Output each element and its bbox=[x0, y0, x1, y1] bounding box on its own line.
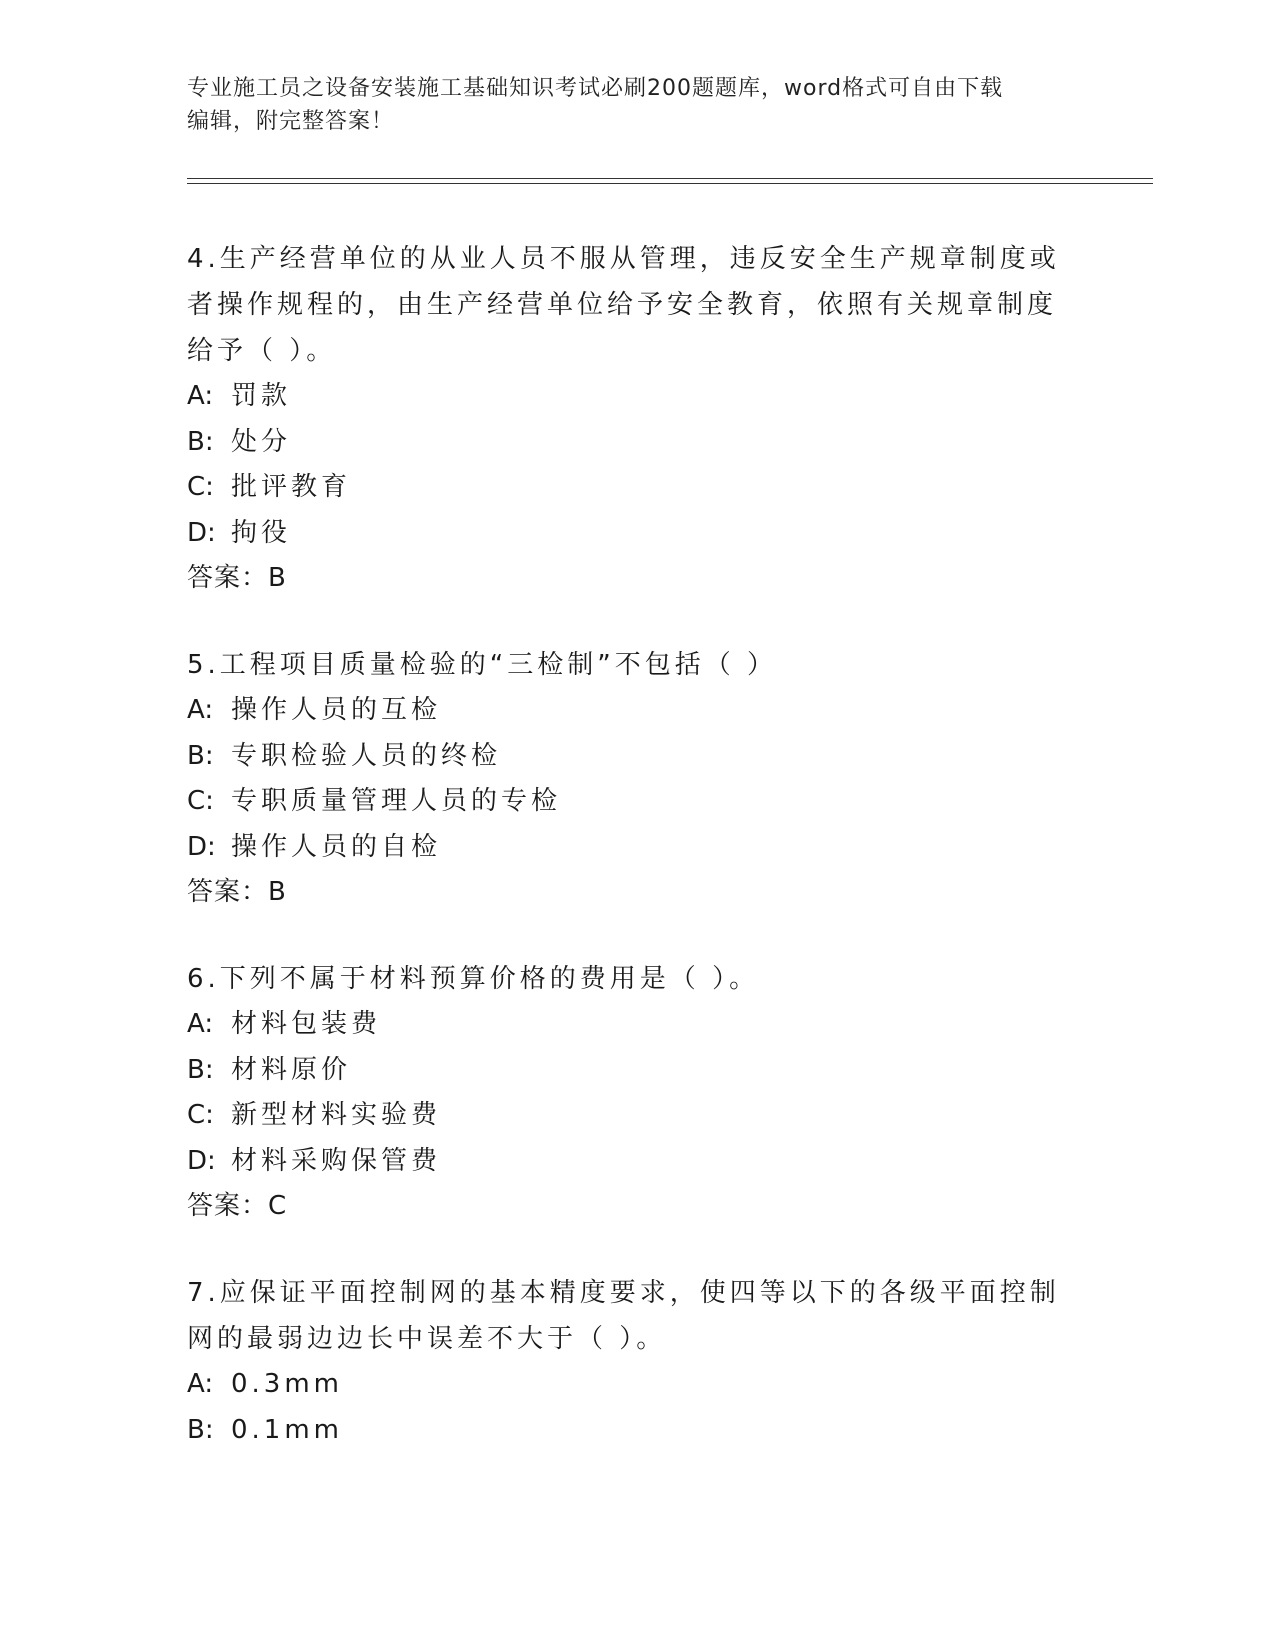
option-label: A: bbox=[187, 695, 214, 725]
option-label: D: bbox=[187, 831, 216, 862]
option-d bbox=[187, 825, 1067, 871]
question-stem: 5.工程项目质量检验的“三检制”不包括（ ） bbox=[187, 650, 778, 680]
option-text: 操作人员的自检 bbox=[231, 831, 442, 862]
option-text: 材料采购保管费 bbox=[231, 1145, 442, 1176]
option-text: 专职质量管理人员的专检 bbox=[231, 786, 562, 816]
option-b bbox=[187, 734, 1067, 780]
header-divider-bottom bbox=[187, 183, 1153, 184]
option-label: A: bbox=[187, 381, 214, 411]
option-text: 操作人员的互检 bbox=[231, 695, 442, 725]
option-a bbox=[187, 374, 1067, 420]
option-text: 专职检验人员的终检 bbox=[231, 740, 502, 771]
option-b bbox=[187, 1048, 1067, 1094]
question-stem: 6.下列不属于材料预算价格的费用是（ ）。 bbox=[187, 964, 760, 994]
option-text: 处分 bbox=[231, 426, 292, 457]
option-label: A: bbox=[187, 1009, 214, 1039]
option-label: D: bbox=[187, 1145, 216, 1176]
question-4 bbox=[187, 236, 1067, 601]
option-text: 0.3mm bbox=[231, 1369, 344, 1399]
question-7 bbox=[187, 1270, 1067, 1453]
option-text: 批评教育 bbox=[231, 472, 352, 502]
option-a bbox=[187, 688, 1067, 734]
header-divider-top bbox=[187, 178, 1153, 179]
option-text: 新型材料实验费 bbox=[231, 1100, 442, 1130]
option-c bbox=[187, 465, 1067, 511]
option-a bbox=[187, 1362, 1067, 1408]
option-text: 0.1mm bbox=[231, 1414, 344, 1445]
option-c bbox=[187, 1093, 1067, 1139]
answer: 答案：B bbox=[187, 563, 287, 593]
option-label: D: bbox=[187, 517, 216, 548]
option-label: B: bbox=[187, 1054, 214, 1085]
option-d bbox=[187, 511, 1067, 557]
option-label: A: bbox=[187, 1369, 214, 1399]
option-b bbox=[187, 1408, 1067, 1454]
option-label: C: bbox=[187, 786, 214, 816]
option-label: B: bbox=[187, 426, 214, 457]
option-label: B: bbox=[187, 1414, 214, 1445]
option-label: C: bbox=[187, 472, 214, 502]
option-d bbox=[187, 1139, 1067, 1185]
option-text: 拘役 bbox=[231, 517, 292, 548]
option-text: 材料原价 bbox=[231, 1054, 352, 1085]
header-line-2: 编辑，附完整答案！ bbox=[187, 109, 395, 134]
question-stem: 7.应保证平面控制网的基本精度要求，使四等以下的各级平面控制网的最弱边边长中误差不大于（ ）。 bbox=[187, 1278, 1060, 1354]
question-6 bbox=[187, 956, 1067, 1229]
option-b bbox=[187, 420, 1067, 466]
option-c bbox=[187, 779, 1067, 825]
question-5 bbox=[187, 642, 1067, 915]
option-a bbox=[187, 1002, 1067, 1048]
answer: 答案：B bbox=[187, 877, 287, 907]
document-header bbox=[187, 72, 1067, 138]
question-list bbox=[187, 236, 1067, 1494]
option-label: C: bbox=[187, 1100, 214, 1130]
option-text: 罚款 bbox=[231, 381, 292, 411]
header-line-1: 专业施工员之设备安装施工基础知识考试必刷200题题库，word格式可自由下载 bbox=[187, 76, 1004, 101]
option-text: 材料包装费 bbox=[231, 1009, 382, 1039]
option-label: B: bbox=[187, 740, 214, 771]
answer: 答案：C bbox=[187, 1191, 288, 1221]
question-stem: 4.生产经营单位的从业人员不服从管理，违反安全生产规章制度或者操作规程的，由生产经营单位给予安全教育，依照有关规章制度给予（ ）。 bbox=[187, 244, 1060, 366]
